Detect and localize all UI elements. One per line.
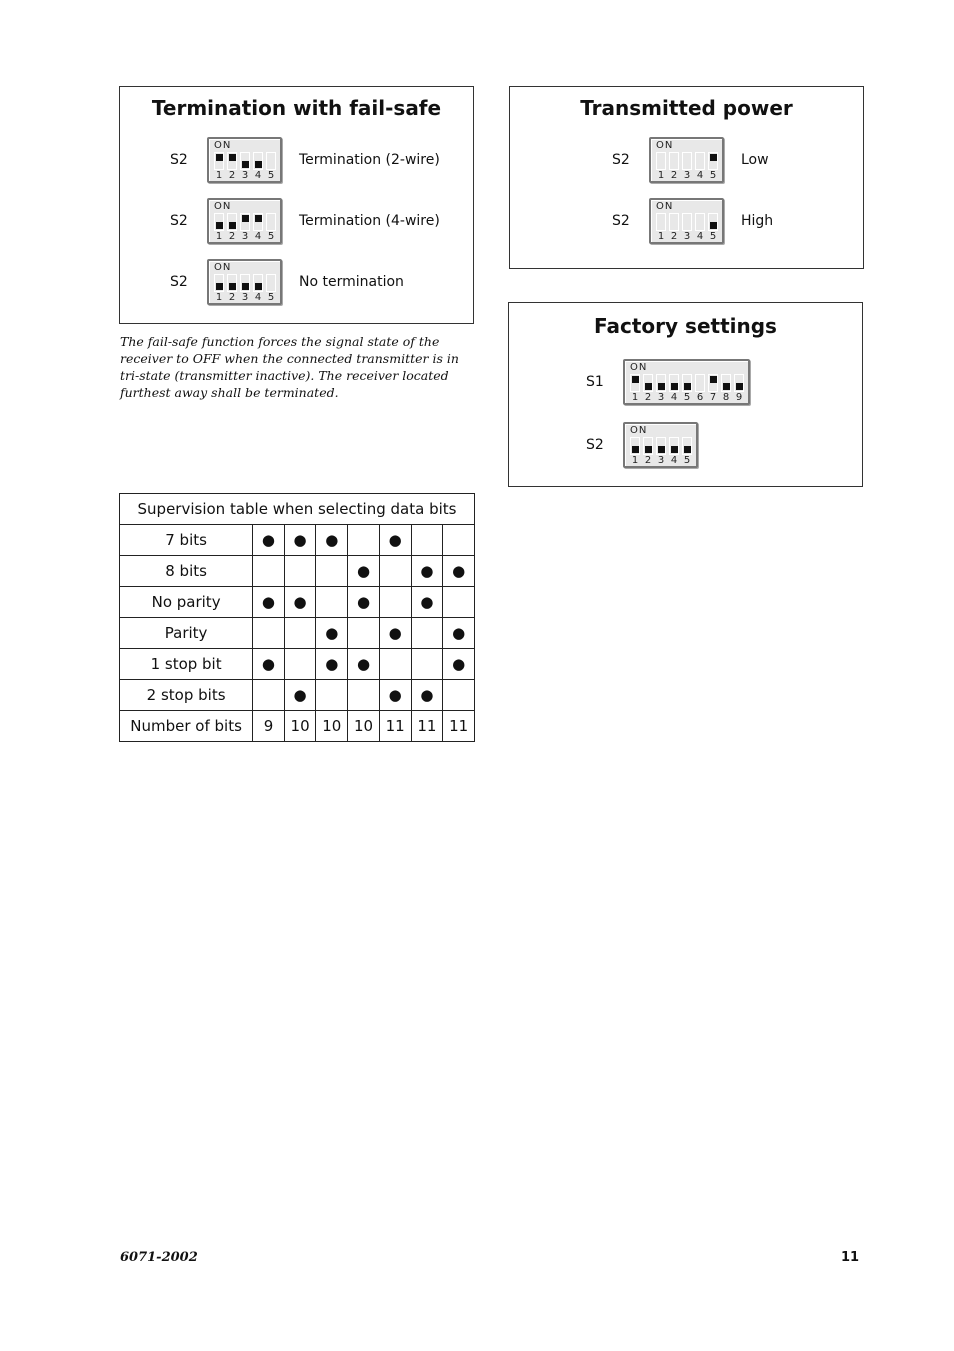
- dip-on-label: ON: [630, 362, 648, 373]
- dip-slot: [266, 213, 276, 231]
- table-cell: ●: [443, 649, 475, 680]
- setting-label: Termination (4-wire): [299, 213, 440, 229]
- page-number: 11: [841, 1250, 860, 1265]
- dip-number: 4: [254, 231, 262, 242]
- dip-number: 5: [267, 231, 275, 242]
- row-label: No parity: [120, 587, 253, 618]
- dip-slot: [630, 374, 640, 392]
- dip-number: 1: [631, 455, 639, 466]
- dip-slot: [656, 374, 666, 392]
- dip-slot: [708, 213, 718, 231]
- table-cell: [253, 556, 285, 587]
- supervision-table-caption: Supervision table when selecting data bits: [120, 494, 475, 525]
- dip-number: 2: [228, 170, 236, 181]
- dip-knob-down: [242, 161, 249, 168]
- dip-number: 4: [696, 170, 704, 181]
- dip-on-label: ON: [214, 262, 232, 273]
- dip-number: 9: [735, 392, 743, 403]
- document-number: 6071-2002: [120, 1250, 198, 1265]
- row-label: 8 bits: [120, 556, 253, 587]
- dip-slot: [266, 152, 276, 170]
- fail-safe-note: The fail-safe function forces the signal state of the receiver to OFF when the connected transmitter is in tri-state (transmitter inactive). The receiver located furthest away shall be terminated.: [120, 334, 459, 400]
- table-cell: 11: [443, 711, 475, 742]
- dip-knob-up: [229, 154, 236, 161]
- setting-label: High: [741, 213, 774, 229]
- switch-label: S2: [612, 213, 630, 229]
- dip-knob-down: [671, 383, 678, 390]
- table-row: [120, 525, 475, 556]
- dip-knob-up: [710, 154, 717, 161]
- dip-slot: [227, 152, 237, 170]
- dip-slots: [656, 152, 718, 170]
- setting-label: Low: [741, 152, 769, 168]
- dip-slot: [682, 213, 692, 231]
- dip-number: 2: [228, 231, 236, 242]
- dip-number: 4: [696, 231, 704, 242]
- table-row: [120, 587, 475, 618]
- switch-label: S2: [586, 437, 604, 453]
- table-cell: ●: [316, 618, 348, 649]
- dip-knob-down: [645, 446, 652, 453]
- table-cell: ●: [411, 556, 443, 587]
- row-label: 7 bits: [120, 525, 253, 556]
- table-row: [120, 711, 475, 742]
- table-cell: ●: [253, 587, 285, 618]
- dip-slot: [214, 274, 224, 292]
- table-row: [120, 618, 475, 649]
- table-cell: [348, 680, 380, 711]
- dip-number: 3: [657, 392, 665, 403]
- dip-knob-down: [736, 383, 743, 390]
- dip-number: 1: [631, 392, 639, 403]
- factory-settings-section: [508, 302, 863, 487]
- table-cell: [348, 525, 380, 556]
- table-cell: [411, 525, 443, 556]
- table-row: [120, 649, 475, 680]
- dip-slot: [253, 274, 263, 292]
- table-cell: [316, 587, 348, 618]
- dip-switch: [207, 259, 282, 305]
- setting-label: Termination (2-wire): [299, 152, 440, 168]
- factory-settings-title: Factory settings: [594, 314, 777, 338]
- dip-slot: [695, 374, 705, 392]
- table-cell: [443, 525, 475, 556]
- dip-knob-down: [255, 283, 262, 290]
- switch-label: S2: [170, 213, 188, 229]
- table-cell: ●: [284, 680, 316, 711]
- table-cell: ●: [348, 556, 380, 587]
- table-cell: 9: [253, 711, 285, 742]
- dip-knob-down: [710, 222, 717, 229]
- table-row: [120, 556, 475, 587]
- table-cell: 11: [379, 711, 411, 742]
- termination-title: Termination with fail-safe: [151, 96, 442, 120]
- dip-knob-up: [710, 376, 717, 383]
- table-cell: ●: [348, 587, 380, 618]
- table-cell: ●: [348, 649, 380, 680]
- row-label: Number of bits: [120, 711, 253, 742]
- dip-number: 3: [241, 170, 249, 181]
- dip-switch: [207, 137, 282, 183]
- dip-slots: [214, 213, 276, 231]
- table-cell: [348, 618, 380, 649]
- switch-label: S2: [170, 152, 188, 168]
- dip-slot: [695, 152, 705, 170]
- dip-slot: [214, 152, 224, 170]
- dip-number: 1: [215, 170, 223, 181]
- dip-switch: [649, 137, 724, 183]
- dip-numbers: [214, 170, 276, 181]
- dip-number: 1: [657, 170, 665, 181]
- table-cell: ●: [379, 680, 411, 711]
- dip-number: 5: [709, 170, 717, 181]
- transmitted-power-section: [509, 86, 864, 269]
- dip-slot: [253, 152, 263, 170]
- dip-slot: [656, 213, 666, 231]
- table-cell: 10: [348, 711, 380, 742]
- dip-knob-down: [229, 283, 236, 290]
- table-cell: [253, 680, 285, 711]
- dip-knob-down: [242, 283, 249, 290]
- dip-knob-down: [216, 283, 223, 290]
- dip-slot: [643, 374, 653, 392]
- table-cell: [379, 649, 411, 680]
- dip-switch: [649, 198, 724, 244]
- table-row: [120, 680, 475, 711]
- table-cell: ●: [316, 649, 348, 680]
- dip-knob-up: [216, 154, 223, 161]
- dip-knob-down: [684, 383, 691, 390]
- table-cell: 10: [284, 711, 316, 742]
- dip-number: 3: [241, 292, 249, 303]
- dip-on-label: ON: [630, 425, 648, 436]
- dip-slot: [721, 374, 731, 392]
- dip-number: 4: [254, 170, 262, 181]
- transmitted-power-title: Transmitted power: [580, 96, 793, 120]
- dip-numbers: [630, 392, 744, 403]
- dip-slot: [682, 374, 692, 392]
- dip-number: 6: [696, 392, 704, 403]
- switch-label: S2: [170, 274, 188, 290]
- dip-slot: [227, 274, 237, 292]
- table-cell: ●: [253, 525, 285, 556]
- dip-slot: [669, 152, 679, 170]
- supervision-table: [119, 493, 475, 742]
- dip-slot: [682, 437, 692, 455]
- dip-slots: [630, 437, 692, 455]
- dip-number: 1: [215, 292, 223, 303]
- dip-knob-down: [684, 446, 691, 453]
- row-label: 1 stop bit: [120, 649, 253, 680]
- table-cell: [411, 618, 443, 649]
- dip-on-label: ON: [656, 201, 674, 212]
- table-cell: ●: [443, 618, 475, 649]
- row-label: Parity: [120, 618, 253, 649]
- table-cell: ●: [284, 587, 316, 618]
- dip-slot: [266, 274, 276, 292]
- dip-numbers: [656, 170, 718, 181]
- dip-switch: [623, 422, 698, 468]
- table-cell: ●: [411, 680, 443, 711]
- dip-number: 8: [722, 392, 730, 403]
- dip-slot: [708, 152, 718, 170]
- dip-number: 2: [228, 292, 236, 303]
- table-cell: [316, 680, 348, 711]
- dip-number: 5: [709, 231, 717, 242]
- dip-on-label: ON: [214, 201, 232, 212]
- dip-slots: [656, 213, 718, 231]
- table-cell: [253, 618, 285, 649]
- dip-number: 4: [670, 392, 678, 403]
- table-cell: [443, 680, 475, 711]
- dip-slot: [240, 274, 250, 292]
- row-label: 2 stop bits: [120, 680, 253, 711]
- dip-number: 1: [215, 231, 223, 242]
- dip-slots: [214, 152, 276, 170]
- dip-switch: [207, 198, 282, 244]
- dip-slot: [240, 152, 250, 170]
- setting-label: No termination: [299, 274, 404, 290]
- dip-slot: [240, 213, 250, 231]
- dip-number: 3: [241, 231, 249, 242]
- dip-slot: [214, 213, 224, 231]
- dip-knob-down: [671, 446, 678, 453]
- dip-number: 1: [657, 231, 665, 242]
- switch-label: S2: [612, 152, 630, 168]
- dip-slot: [630, 437, 640, 455]
- table-cell: 11: [411, 711, 443, 742]
- dip-knob-up: [242, 215, 249, 222]
- table-cell: [379, 556, 411, 587]
- table-cell: ●: [253, 649, 285, 680]
- dip-slot: [695, 213, 705, 231]
- dip-number: 2: [644, 392, 652, 403]
- dip-slot: [656, 437, 666, 455]
- dip-slot: [253, 213, 263, 231]
- switch-label: S1: [586, 374, 604, 390]
- table-cell: 10: [316, 711, 348, 742]
- dip-number: 3: [683, 170, 691, 181]
- dip-slot: [669, 374, 679, 392]
- dip-slot: [669, 213, 679, 231]
- table-cell: [379, 587, 411, 618]
- dip-slot: [669, 437, 679, 455]
- dip-number: 2: [670, 231, 678, 242]
- dip-slot: [734, 374, 744, 392]
- dip-number: 5: [683, 392, 691, 403]
- dip-number: 2: [644, 455, 652, 466]
- table-cell: [284, 618, 316, 649]
- dip-slot: [643, 437, 653, 455]
- dip-numbers: [656, 231, 718, 242]
- dip-knob-down: [658, 446, 665, 453]
- dip-number: 4: [254, 292, 262, 303]
- table-cell: [443, 587, 475, 618]
- dip-numbers: [630, 455, 692, 466]
- table-cell: ●: [379, 525, 411, 556]
- table-cell: [284, 649, 316, 680]
- dip-slots: [630, 374, 744, 392]
- table-cell: [411, 649, 443, 680]
- dip-number: 5: [683, 455, 691, 466]
- dip-slot: [227, 213, 237, 231]
- table-cell: ●: [284, 525, 316, 556]
- dip-on-label: ON: [214, 140, 232, 151]
- dip-number: 7: [709, 392, 717, 403]
- dip-number: 2: [670, 170, 678, 181]
- dip-knob-down: [229, 222, 236, 229]
- dip-knob-down: [216, 222, 223, 229]
- table-cell: ●: [379, 618, 411, 649]
- dip-knob-down: [255, 161, 262, 168]
- dip-number: 3: [683, 231, 691, 242]
- dip-knob-down: [645, 383, 652, 390]
- dip-knob-down: [632, 446, 639, 453]
- dip-knob-up: [632, 376, 639, 383]
- dip-numbers: [214, 292, 276, 303]
- dip-slot: [708, 374, 718, 392]
- table-cell: ●: [316, 525, 348, 556]
- dip-knob-down: [723, 383, 730, 390]
- table-cell: ●: [443, 556, 475, 587]
- table-cell: [284, 556, 316, 587]
- dip-switch: [623, 359, 750, 405]
- dip-numbers: [214, 231, 276, 242]
- dip-number: 3: [657, 455, 665, 466]
- dip-number: 5: [267, 292, 275, 303]
- dip-on-label: ON: [656, 140, 674, 151]
- dip-slot: [682, 152, 692, 170]
- table-cell: [316, 556, 348, 587]
- table-cell: ●: [411, 587, 443, 618]
- dip-slots: [214, 274, 276, 292]
- dip-knob-up: [255, 215, 262, 222]
- dip-slot: [656, 152, 666, 170]
- dip-knob-down: [658, 383, 665, 390]
- dip-number: 5: [267, 170, 275, 181]
- termination-section: [119, 86, 474, 324]
- dip-number: 4: [670, 455, 678, 466]
